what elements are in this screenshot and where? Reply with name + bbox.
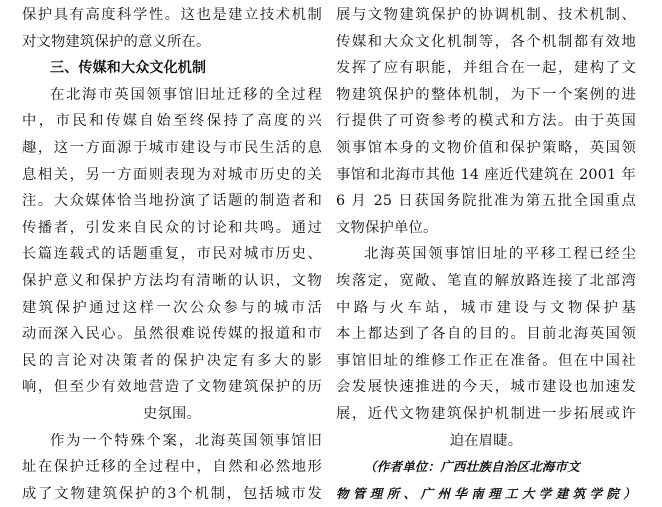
paragraph-line: 保护具有高度科学性。这也是建立技术机制 [22,7,322,23]
paragraph-line: 文物保护单位。 [336,219,438,236]
paragraph-line: 埃落定，宽敞、笔直的解放路连接了北部湾 [336,272,636,289]
section-heading: 三、传媒和大众文化机制 [50,60,207,77]
right-column [336,2,636,507]
paragraph-line: 民的言论对决策者的保护决定有多大的影 [22,352,322,369]
author-affiliation: 物管理所、广州华南理工大学建筑学院） [336,485,636,501]
paragraph-line: 展与文物建筑保护的协调机制、技术机制、 [336,7,636,23]
paragraph-line: 长篇连载式的话题重复，市民对城市历史、 [22,246,322,263]
paragraph-line: 在北海市英国领事馆旧址迁移的全过程 [50,86,322,103]
paragraph-line: 成了文物建筑保护的3个机制，包括城市发 [22,485,322,502]
paragraph-line: 传媒和大众文化机制等，各个机制都有效地 [336,33,636,50]
paragraph-line: 事馆和北海市其他 14 座近代建筑在 2001 年 [336,166,636,183]
paragraph-line: 发挥了应有职能，并组合在一起，建构了文 [336,60,636,77]
author-affiliation: （作者单位：广西壮族自治区北海市文 [364,459,580,475]
paragraph-line: 址在保护迁移的全过程中，自然和必然地形 [22,459,322,476]
paragraph-line: 趣，这一方面源于城市建设与市民生活的息 [22,139,322,156]
paragraph-line: 响，但至少有效地营造了文物建筑保护的历 [22,379,322,396]
paragraph-line: 会发展快速推进的今天，城市建设也加速发 [336,379,636,396]
paragraph-line: 领事馆本身的文物价值和保护策略，英国领 [336,139,636,156]
paragraph-line: 本上都达到了各自的目的。目前北海英国领 [336,326,636,343]
paragraph-line: 展，近代文物建筑保护机制进一步拓展或许 [336,405,636,422]
paragraph-line: 北海英国领事馆旧址的平移工程已经尘 [364,246,636,263]
paragraph-line: 物建筑保护的整体机制，为下一个案例的进 [336,86,636,103]
paragraph-line: 迫在眉睫。 [449,432,523,449]
paragraph-line: 事馆旧址的维修工作正在准备。但在中国社 [336,352,636,369]
paragraph-line: 建筑保护通过这样一次公众参与的城市活 [22,299,322,316]
paragraph-line: 中路与火车站，城市建设与文物保护基 [336,299,636,316]
paragraph-line: 作为一个特殊个案，北海英国领事馆旧 [50,432,322,449]
paragraph-line: 动而深入民心。虽然很难说传媒的报道和市 [22,326,322,343]
paragraph-line: 保护意义和保护方法均有清晰的认识，文物 [22,272,322,289]
paragraph-line: 6 月 25 日获国务院批准为第五批全国重点 [336,193,636,210]
paragraph-line: 中，市民和传媒自始至终保持了高度的兴 [22,113,322,130]
left-column [22,2,322,507]
paragraph-line: 史氛围。 [143,405,201,422]
paragraph-line: 对文物建筑保护的意义所在。 [22,33,211,50]
paragraph-line: 注。大众媒体恰当地扮演了话题的制造者和 [22,193,322,210]
paragraph-line: 传播者，引发来自民众的讨论和共鸣。通过 [22,219,322,236]
paragraph-line: 息相关，另一方面则表现为对城市历史的关 [22,166,322,183]
paragraph-line: 行提供了可资参考的模式和方法。由于英国 [336,113,636,130]
